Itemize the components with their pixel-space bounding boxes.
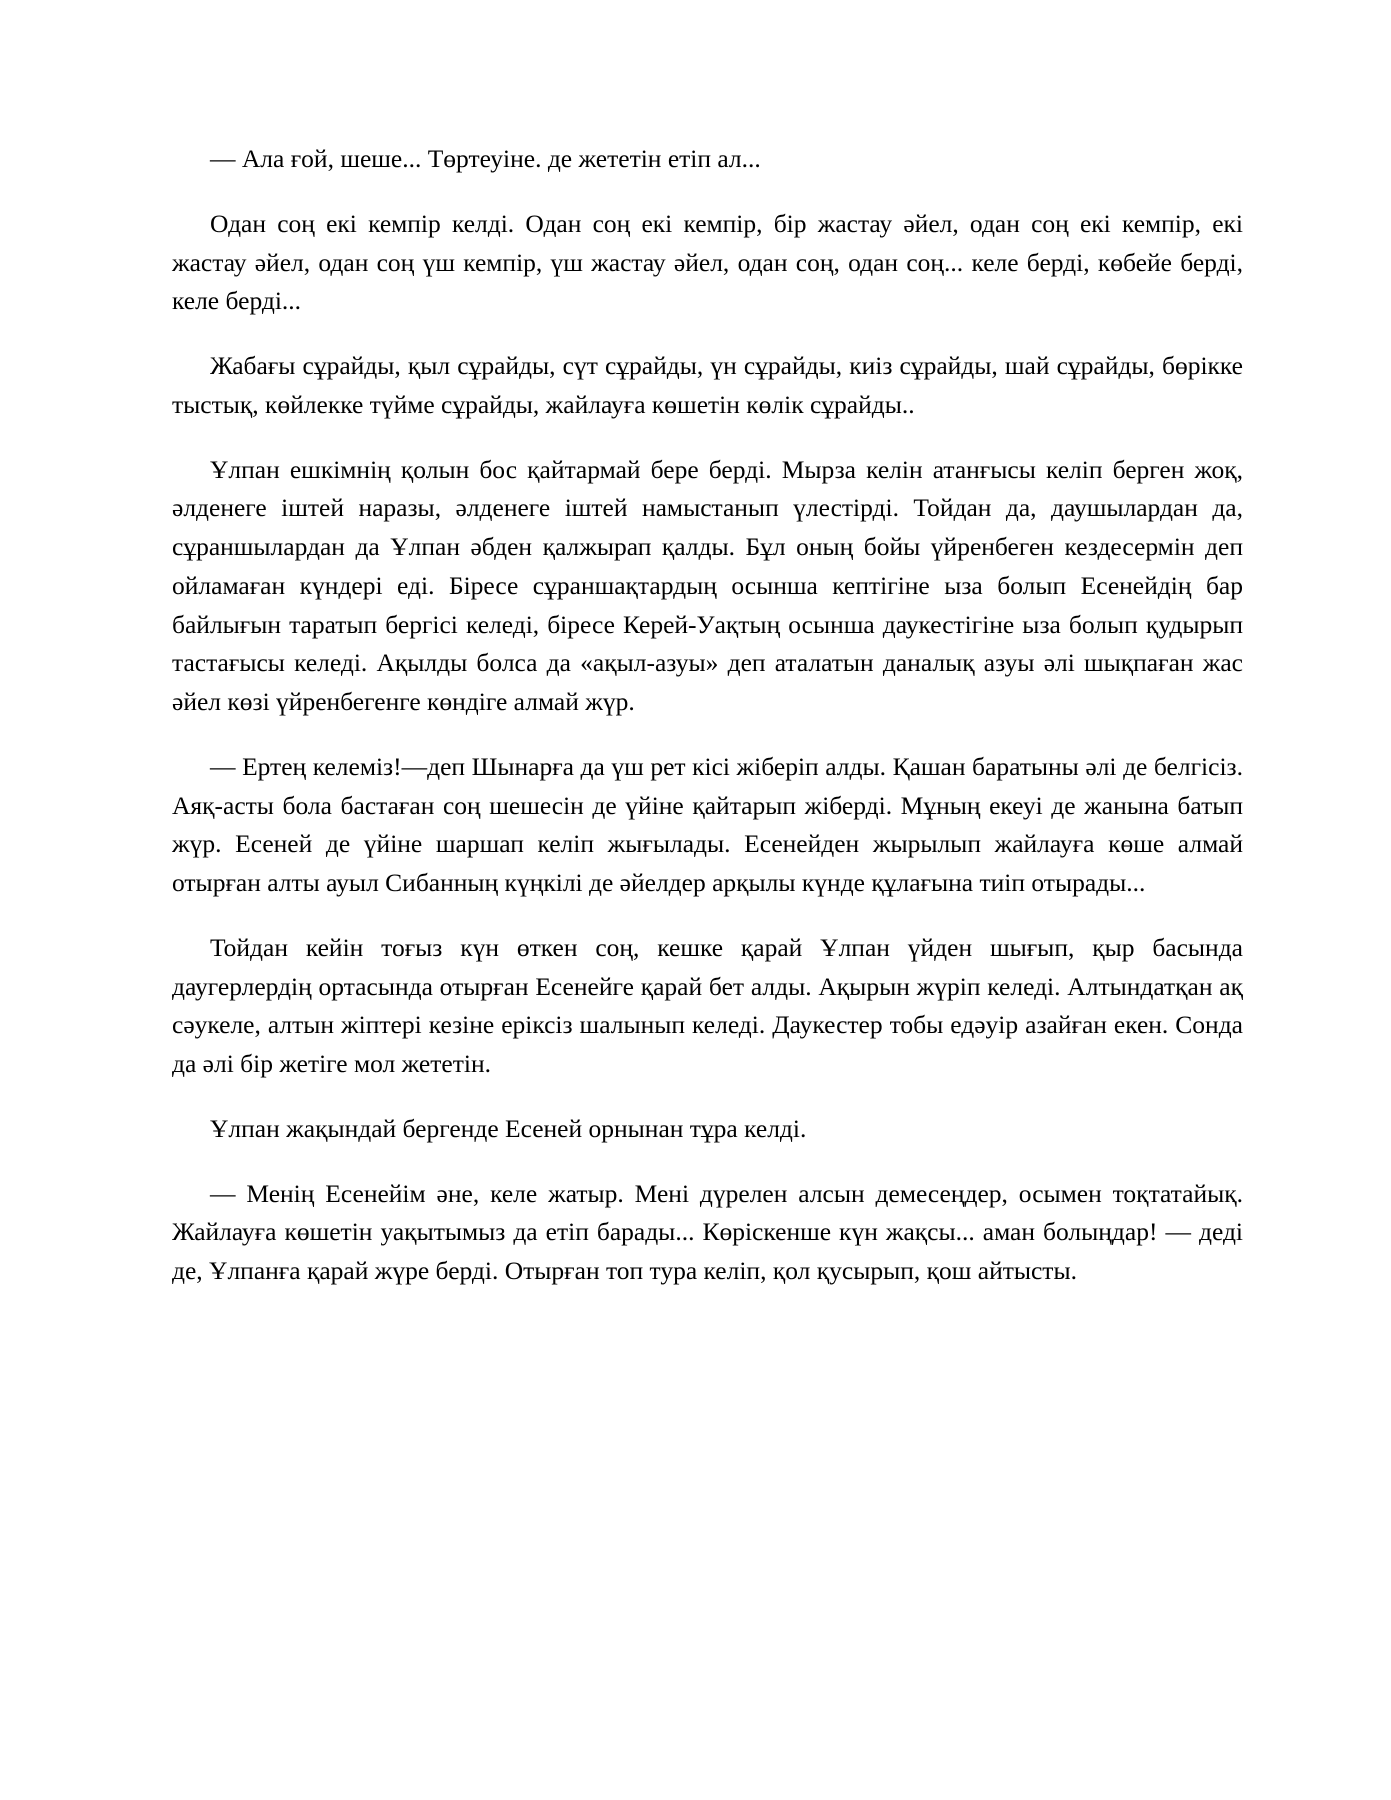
paragraph-8: — Менің Есенейім әне, келе жатыр. Мені дүрелен алсын демесеңдер, осымен тоқтатайық. Жайлауға көшетін уақытымыз да етіп барады... Көріскенше күн жақсы... аман болыңдар! — деді де, Ұлпанға қарай жүре берді. Отырған топ тура келіп, қол қусырып, қош айтысты. (172, 1178, 1243, 1285)
paragraph-3: Жабағы сұрайды, қыл сұрайды, сүт сұрайды, үн сұрайды, киіз сұрайды, шай сұрайды, бөрікке тыстық, көйлекке түйме сұрайды, жайлауға көшетін көлік сұрайды.. (172, 351, 1243, 419)
paragraph-6: Тойдан кейін тоғыз күн өткен соң, кешке қарай Ұлпан үйден шығып, қыр басында даугерлердің ортасында отырған Есенейге қарай бет алды. Ақырын жүріп келеді. Алтындатқан ақ сәукеле, алтын жіптері кезіне еріксіз шалынып келеді. Даукестер тобы едәуір азайған екен. Сонда да әлі бір жетіге мол жететін. (172, 932, 1243, 1078)
paragraph-4: Ұлпан ешкімнің қолын бос қайтармай бере берді. Мырза келін атанғысы келіп берген жоқ, әлденеге іштей наразы, әлденеге іштей намыстанып үлестірді. Тойдан да, даушылардан да, сұраншылардан да Ұлпан әбден қалжырап қалды. Бұл оның бойы үйренбеген кездесермін деп ойламаған күндері еді. Біресе сұраншақтардың осынша кептігіне ыза болып Есенейдің бар байлығын таратып бергісі келеді, біресе Керей-Уақтың осынша даукестігіне ыза болып қудырып тастағысы келеді. Ақылды болса да «ақыл-азуы» деп аталатын даналық азуы әлі шықпаған жас әйел көзі үйренбегенге көндіге алмай жүр. (172, 454, 1243, 716)
paragraph-1: — Ала ғой, шеше... Төртеуіне. де жететін етіп ал... (210, 144, 761, 173)
paragraph-2: Одан соң екі кемпір келді. Одан соң екі кемпір, бір жастау әйел, одан соң екі кемпір, екі жастау әйел, одан соң үш кемпір, үш жастау әйел, одан соң, одан соң... келе берді, көбейе берді, келе берді... (172, 208, 1243, 316)
paragraph-5: — Ертең келеміз!—деп Шынарға да үш рет кісі жіберіп алды. Қашан баратыны әлі де белгісіз. Аяқ-асты бола бастаған соң шешесін де үйіне қайтарып жіберді. Мұның екеуі де жанына батып жүр. Есеней де үйіне шаршап келіп жығылады. Есенейден жырылып жайлауға көше алмай отырған алты ауыл Сибанның күңкілі де әйелдер арқылы күнде құлағына тиіп отырады... (172, 751, 1243, 897)
paragraph-7: Ұлпан жақындай бергенде Есеней орнынан тұра келді. (210, 1113, 807, 1143)
